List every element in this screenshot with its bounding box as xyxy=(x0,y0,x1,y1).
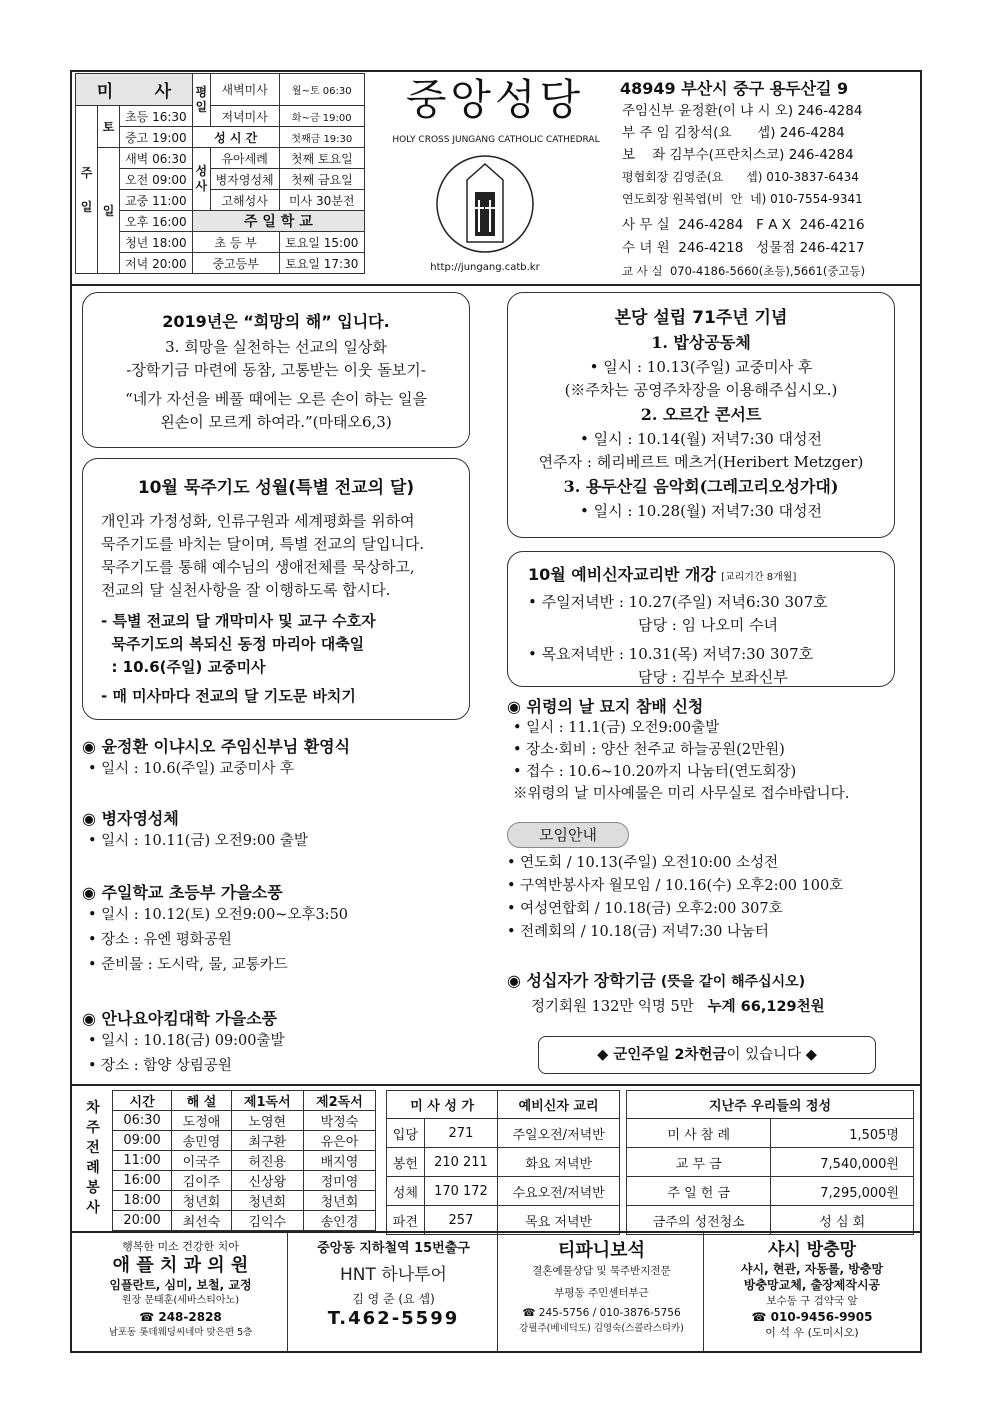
mass-row: 초등 16:30 xyxy=(120,106,193,127)
offering-row: 교 무 금 7,540,000원 xyxy=(627,1148,914,1177)
sacrament-label: 성사 xyxy=(192,148,210,211)
ad-phone: ☎ 010-9456-9905 xyxy=(751,1310,873,1324)
hope-title: 2019년은 “희망의 해” 입니다. xyxy=(162,312,390,331)
meeting-item: • 여성연합회 / 10.18(금) 오후2:00 307호 xyxy=(507,901,783,917)
military-label: ◆ 군인주일 2차헌금 xyxy=(597,1047,727,1063)
service-header: 제1독서 xyxy=(231,1091,303,1111)
sacrament-when: 첫째 토요일 xyxy=(279,148,364,169)
ad-line: 이 석 우 (도미시오) xyxy=(765,1326,859,1339)
hope-line: -장학기금 마련에 동참, 고통받는 이웃 돌보기- xyxy=(126,361,426,379)
staff-line: 주임신부 윤정환(이 냐 시 오) 246-4284 xyxy=(622,103,863,119)
ad-line: 강필주(베네딕도) 김영숙(스콜라스티카) xyxy=(519,1323,684,1334)
offering-row: 미 사 참 례 1,505명 xyxy=(627,1119,914,1148)
service-table xyxy=(112,1090,376,1231)
evening-mass: 저녁미사 xyxy=(210,106,279,127)
offering-table xyxy=(626,1090,914,1235)
holy-hour-time: 첫째금 19:30 xyxy=(279,127,364,148)
anniversary-item-title: 3. 용두산길 음악회(그레고리오성가대) xyxy=(563,477,839,496)
section-item: • 준비물 : 도시락, 물, 교통카드 xyxy=(88,957,288,973)
hope-quote: “네가 자선을 베풀 때에는 오른 손이 하는 일을 xyxy=(125,390,427,408)
service-header: 해 설 xyxy=(172,1091,232,1111)
school-when: 토요일 17:30 xyxy=(279,253,364,274)
mass-row: 새벽 06:30 xyxy=(120,148,193,169)
catechism-note: [교리기간 8개월] xyxy=(721,572,797,583)
ad-line: 결혼예물상담 및 묵주반지전문 xyxy=(532,1265,671,1277)
rosary-title: 10월 묵주기도 성월(특별 전교의 달) xyxy=(137,478,415,498)
choir-table xyxy=(386,1090,620,1235)
scholarship-members: 정기회원 132만 익명 5만 xyxy=(531,999,694,1015)
left-section xyxy=(82,806,308,854)
left-section xyxy=(82,734,350,782)
memorial-item: • 접수 : 10.6~10.20까지 나눔터(연도회장) xyxy=(513,764,797,780)
rosary-body-line: 전교의 달 실천사항을 잘 이행하도록 합시다. xyxy=(101,581,391,599)
scholarship-note: (뜻을 같이 해주십시오) xyxy=(660,974,806,990)
section-item: • 장소 : 함양 상림공원 xyxy=(88,1058,232,1074)
contact-line: 수 녀 원 246-4218 성물점 246-4217 xyxy=(622,240,865,256)
choir-row: 성체 170 172 수요오전/저녁반 xyxy=(387,1177,620,1206)
section-title: ◉ 주일학교 초등부 가을소풍 xyxy=(82,883,283,902)
school-name: 초 등 부 xyxy=(192,232,279,253)
service-header: 시간 xyxy=(113,1091,172,1111)
rosary-body-line: 묵주기도를 바치는 달이며, 특별 전교의 달입니다. xyxy=(101,535,425,553)
sacrament-when: 첫째 금요일 xyxy=(279,169,364,190)
catechism-line: • 주일저녁반 : 10.27(주일) 저녁6:30 307호 xyxy=(528,593,828,611)
ad-line: 부평동 주민센터부근 xyxy=(554,1287,649,1299)
scholarship-total: 누계 66,129천원 xyxy=(707,999,825,1015)
meeting-item: • 구역반봉사자 월모임 / 10.16(수) 오후2:00 100호 xyxy=(507,878,844,894)
parish-subtitle: HOLY CROSS JUNGANG CATHOLIC CATHEDRAL xyxy=(392,135,600,145)
contact-line: 교 사 실 070-4186-5660(초등),5661(중고등) xyxy=(622,264,866,278)
dawn-time: 월~토 06:30 xyxy=(279,74,364,106)
rosary-item: 묵주기도의 복되신 동정 마리아 대축일 xyxy=(101,635,365,653)
ad-line: 샤시, 현관, 자동롤, 방충망 xyxy=(740,1262,884,1276)
parish-title: 중앙성당 xyxy=(405,75,585,124)
anniversary-item-title: 1. 밥상공동체 xyxy=(651,333,751,352)
catechism-line: 담당 : 김부수 보좌신부 xyxy=(638,668,788,686)
section-item: • 일시 : 10.11(금) 오전9:00 출발 xyxy=(88,833,308,849)
ad-jewelry xyxy=(500,1233,704,1351)
memorial-section xyxy=(507,694,849,805)
rosary-box xyxy=(82,458,470,720)
sacrament-when: 미사 30분전 xyxy=(279,190,364,211)
sunday-day-label: 일 xyxy=(98,148,120,274)
memorial-item: • 장소·회비 : 양산 천주교 하늘공원(2만원) xyxy=(513,742,785,758)
ad-travel xyxy=(290,1233,498,1351)
staff-line: 연도회장 원복엽(비 안 네) 010-7554-9341 xyxy=(622,192,863,206)
scholarship-section xyxy=(507,968,825,1016)
meeting-item: • 전례회의 / 10.18(금) 저녁7:30 나눔터 xyxy=(507,924,769,940)
hope-quote: 왼손이 모르게 하여라.”(마태오6,3) xyxy=(160,413,392,431)
service-row: 06:30 도정애 노영현 박정숙 xyxy=(113,1111,376,1131)
section-item: • 일시 : 10.12(토) 오전9:00~오후3:50 xyxy=(88,907,349,923)
anniversary-item-line: 연주자 : 헤리베르트 메츠거(Heribert Metzger) xyxy=(538,453,864,471)
saturday-label: 토 xyxy=(98,106,120,148)
rosary-item: : 10.6(주일) 교중미사 xyxy=(101,658,266,676)
sacrament-name: 고해성사 xyxy=(210,190,279,211)
catechism-heading xyxy=(528,562,894,585)
service-row: 09:00 송민영 최구환 유은아 xyxy=(113,1131,376,1151)
rosary-body-line: 묵주기도를 통해 예수님의 생애전체를 묵상하고, xyxy=(101,558,415,576)
ad-line: 방충망교체, 출장제작시공 xyxy=(743,1278,881,1292)
ad-phone: T.462-5599 xyxy=(327,1308,460,1329)
ad-dental xyxy=(74,1233,288,1351)
memorial-title: ◉ 위령의 날 묘지 참배 신청 xyxy=(507,697,704,716)
ad-name: 애 플 치 과 의 원 xyxy=(112,1255,249,1276)
staff-list xyxy=(622,100,917,210)
sacrament-name: 유아세례 xyxy=(210,148,279,169)
ad-name: HNT 하나투어 xyxy=(340,1265,447,1285)
catechism-title: 10월 예비신자교리반 개강 xyxy=(528,565,716,584)
meetings-list xyxy=(507,852,843,944)
holy-hour: 성 시 간 xyxy=(192,127,279,148)
parish-url: http://jungang.catb.kr xyxy=(430,262,540,273)
ad-line: 임플란트, 심미, 보철, 교정 xyxy=(109,1278,252,1292)
contact-line: 사 무 실 246-4284 F A X 246-4216 xyxy=(622,217,865,233)
mass-row: 중고 19:00 xyxy=(120,127,193,148)
section-item: • 일시 : 10.6(주일) 교중미사 후 xyxy=(88,761,295,777)
rosary-item: - 특별 전교의 달 개막미사 및 교구 수호자 xyxy=(101,612,376,630)
staff-line: 평협회장 김영준(요 셉) 010-3837-6434 xyxy=(622,170,859,184)
section-item: • 장소 : 유엔 평화공원 xyxy=(88,932,232,948)
mass-row: 저녁 20:00 xyxy=(120,253,193,274)
anniversary-item-line: (※주차는 공영주차장을 이용해주십시오.) xyxy=(564,381,838,399)
school-name: 중고등부 xyxy=(192,253,279,274)
anniversary-item-line: • 일시 : 10.28(월) 저녁7:30 대성전 xyxy=(580,502,822,520)
mass-title: 미 사 xyxy=(76,74,193,106)
meeting-item: • 연도회 / 10.13(주일) 오전10:00 소성전 xyxy=(507,855,779,871)
rosary-body-line: 개인과 가정성화, 인류구원과 세계평화를 위하여 xyxy=(101,512,415,530)
mass-schedule-table xyxy=(75,73,365,274)
sunday-school-title: 주 일 학 교 xyxy=(192,211,364,232)
left-section xyxy=(82,880,348,978)
ad-line: 남포동 롯데웨딩씨네마 맞은편 5층 xyxy=(108,1327,253,1338)
ad-line: 행복한 미소 건강한 치아 xyxy=(122,1240,239,1253)
ad-window xyxy=(706,1233,918,1351)
ad-phone: ☎ 248-2828 xyxy=(139,1310,222,1324)
sunday-label: 주일 xyxy=(76,106,98,274)
service-row: 18:00 청년회 청년회 청년회 xyxy=(113,1191,376,1211)
school-when: 토요일 15:00 xyxy=(279,232,364,253)
staff-line: 보 좌 김부수(프란치스코) 246-4284 xyxy=(622,147,854,163)
catechism-line: 담당 : 임 나오미 수녀 xyxy=(638,616,779,634)
mass-row: 청년 18:00 xyxy=(120,232,193,253)
military-sunday-box xyxy=(538,1036,876,1074)
address: 48949 부산시 중구 용두산길 9 xyxy=(620,79,849,98)
sacrament-name: 병자영성체 xyxy=(210,169,279,190)
section-title: ◉ 윤정환 이냐시오 주임신부님 환영식 xyxy=(82,737,351,756)
ad-line: 보수동 구 검약국 앞 xyxy=(766,1295,858,1307)
ad-name: 티파니보석 xyxy=(558,1240,645,1261)
cathedral-seal xyxy=(427,152,543,256)
mass-row: 교중 11:00 xyxy=(120,190,193,211)
hope-box xyxy=(82,292,470,448)
catechism-line: • 목요저녁반 : 10.31(목) 저녁7:30 307호 xyxy=(528,645,814,663)
choir-row: 봉헌 210 211 화요 저녁반 xyxy=(387,1148,620,1177)
section-title: ◉ 안나요아킴대학 가을소풍 xyxy=(82,1009,278,1028)
ad-phone: ☎ 245-5756 / 010-3876-5756 xyxy=(522,1307,681,1319)
choir-header: 미 사 성 가 xyxy=(387,1091,498,1119)
anniversary-item-line: • 일시 : 10.13(주일) 교중미사 후 xyxy=(589,358,813,376)
left-section xyxy=(82,1006,285,1079)
offering-header: 지난주 우리들의 정성 xyxy=(627,1091,914,1119)
mass-row: 오전 09:00 xyxy=(120,169,193,190)
anniversary-item-title: 2. 오르간 콘서트 xyxy=(640,405,762,424)
offering-row: 금주의 성전청소 성 심 회 xyxy=(627,1206,914,1235)
contact-list xyxy=(622,214,917,283)
anniversary-item-line: • 일시 : 10.14(월) 저녁7:30 대성전 xyxy=(580,430,822,448)
mass-row: 오후 16:00 xyxy=(120,211,193,232)
rosary-body xyxy=(101,510,469,602)
catechism-class-header: 예비신자 교리 xyxy=(498,1091,620,1119)
catechism-box xyxy=(507,551,895,687)
rosary-item: - 매 미사마다 전교의 달 기도문 바치기 xyxy=(101,687,356,705)
memorial-item: • 일시 : 11.1(금) 오전9:00출발 xyxy=(513,720,720,736)
military-rest: 이 있습니다 ◆ xyxy=(726,1047,817,1063)
offering-row: 주 일 헌 금 7,295,000원 xyxy=(627,1177,914,1206)
meetings-tag: 모임안내 xyxy=(507,822,629,848)
evening-time: 화~금 19:00 xyxy=(279,106,364,127)
hope-line: 3. 희망을 실천하는 선교의 일상화 xyxy=(165,338,387,356)
dawn-mass: 새벽미사 xyxy=(210,74,279,106)
scholarship-title: ◉ 성십자가 장학기금 xyxy=(507,971,656,990)
rosary-items xyxy=(101,610,469,708)
ad-name: 샤시 방충망 xyxy=(767,1240,857,1260)
service-header: 제2독서 xyxy=(303,1091,375,1111)
anniversary-box xyxy=(507,292,895,538)
memorial-item: ※위령의 날 미사예물은 미리 사무실로 접수바랍니다. xyxy=(513,786,850,802)
service-side-label: 차주전례봉사 xyxy=(86,1100,100,1216)
service-row: 16:00 김이주 신상왕 정미영 xyxy=(113,1171,376,1191)
ad-line: 김 영 준 (요 셉) xyxy=(352,1292,435,1306)
choir-row: 입당 271 주일오전/저녁반 xyxy=(387,1119,620,1148)
ad-line: 중앙동 지하철역 15번출구 xyxy=(317,1241,470,1256)
ad-line: 원장 문태훈(세바스티아노) xyxy=(121,1295,240,1306)
section-title: ◉ 병자영성체 xyxy=(82,809,179,828)
service-row: 11:00 이국주 허진용 배지영 xyxy=(113,1151,376,1171)
bottom-divider xyxy=(70,1084,922,1086)
service-row: 20:00 최선숙 김익수 송인경 xyxy=(113,1211,376,1231)
section-item: • 일시 : 10.18(금) 09:00출발 xyxy=(88,1033,285,1049)
choir-row: 파견 257 목요 저녁반 xyxy=(387,1206,620,1235)
weekday-label: 평일 xyxy=(192,74,210,127)
staff-line: 부 주 임 김창석(요 셉) 246-4284 xyxy=(622,125,845,141)
header-divider xyxy=(70,284,922,286)
anniversary-title: 본당 설립 71주년 기념 xyxy=(614,308,788,328)
